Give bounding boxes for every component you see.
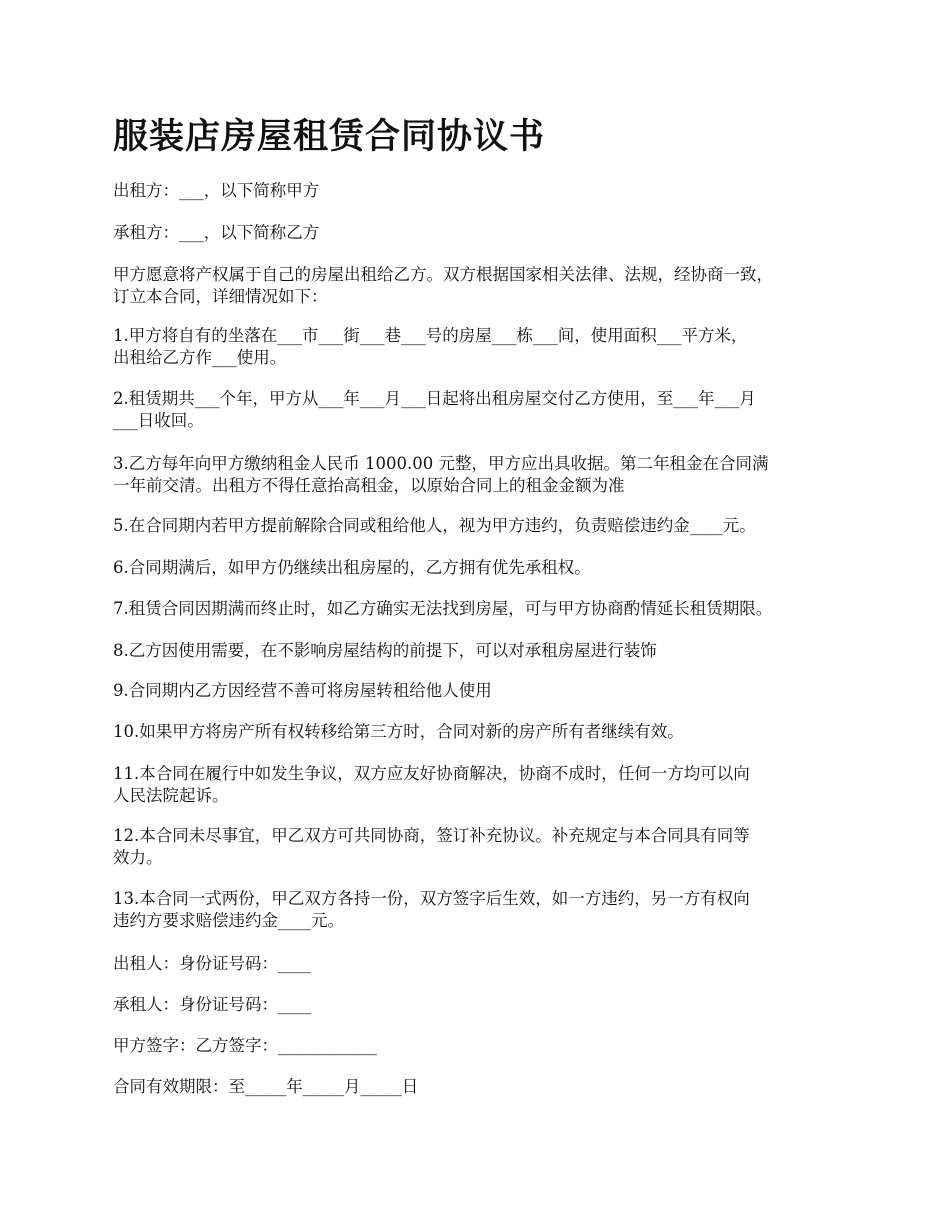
clause-1: 1.甲方将自有的坐落在___市___街___巷___号的房屋___栋___间，使用面积___平方米， 出租给乙方作___使用。 <box>113 326 748 367</box>
clause-5: 5.在合同期内若甲方提前解除合同或租给他人，视为甲方违约，负责赔偿违约金____元。 <box>113 516 756 535</box>
signature-line: 甲方签字：乙方签字：____________ <box>113 1036 377 1055</box>
clause-12: 12.本合同未尽事宜，甲乙双方可共同协商，签订补充协议。补充规定与本合同具有同等 效力。 <box>113 826 750 867</box>
clause-10: 10.如果甲方将房产所有权转移给第三方时，合同对新的房产所有者继续有效。 <box>113 722 684 741</box>
lessor-line: 出租方：___，以下简称甲方 <box>113 181 320 200</box>
document-title: 服装店房屋租赁合同协议书 <box>113 116 546 157</box>
clause-7: 7.租赁合同因期满而终止时，如乙方确实无法找到房屋，可与甲方协商酌情延长租赁期限。 <box>113 599 773 618</box>
validity-period-line: 合同有效期限：至_____年_____月_____日 <box>113 1077 419 1096</box>
lessor-id-line: 出租人：身份证号码：____ <box>113 954 311 973</box>
clause-2: 2.租赁期共___个年，甲方从___年___月___日起将出租房屋交付乙方使用，至___年___月 ___日收回。 <box>113 389 756 430</box>
clause-8: 8.乙方因使用需要，在不影响房屋结构的前提下，可以对承租房屋进行装饰 <box>113 641 657 660</box>
intro-paragraph: 甲方愿意将产权属于自己的房屋出租给乙方。双方根据国家相关法律、法规，经协商一致， 订立本合同，详细情况如下： <box>113 265 773 306</box>
lessee-line: 承租方：___，以下简称乙方 <box>113 223 320 242</box>
clause-6: 6.合同期满后，如甲方仍继续出租房屋的，乙方拥有优先承租权。 <box>113 558 591 577</box>
clause-13: 13.本合同一式两份，甲乙双方各持一份，双方签字后生效，如一方违约，另一方有权向 违约方要求赔偿违约金____元。 <box>113 889 750 930</box>
clause-11: 11.本合同在履行中如发生争议，双方应友好协商解决，协商不成时，任何一方均可以向 人民法院起诉。 <box>113 764 750 805</box>
clause-3: 3.乙方每年向甲方缴纳租金人民币 1000.00 元整，甲方应出具收据。第二年租金在合同满 一年前交清。出租方不得任意抬高租金，以原始合同上的租金金额为准 <box>113 454 769 495</box>
lessee-id-line: 承租人：身份证号码：____ <box>113 995 311 1014</box>
clause-9: 9.合同期内乙方因经营不善可将房屋转租给他人使用 <box>113 681 492 700</box>
